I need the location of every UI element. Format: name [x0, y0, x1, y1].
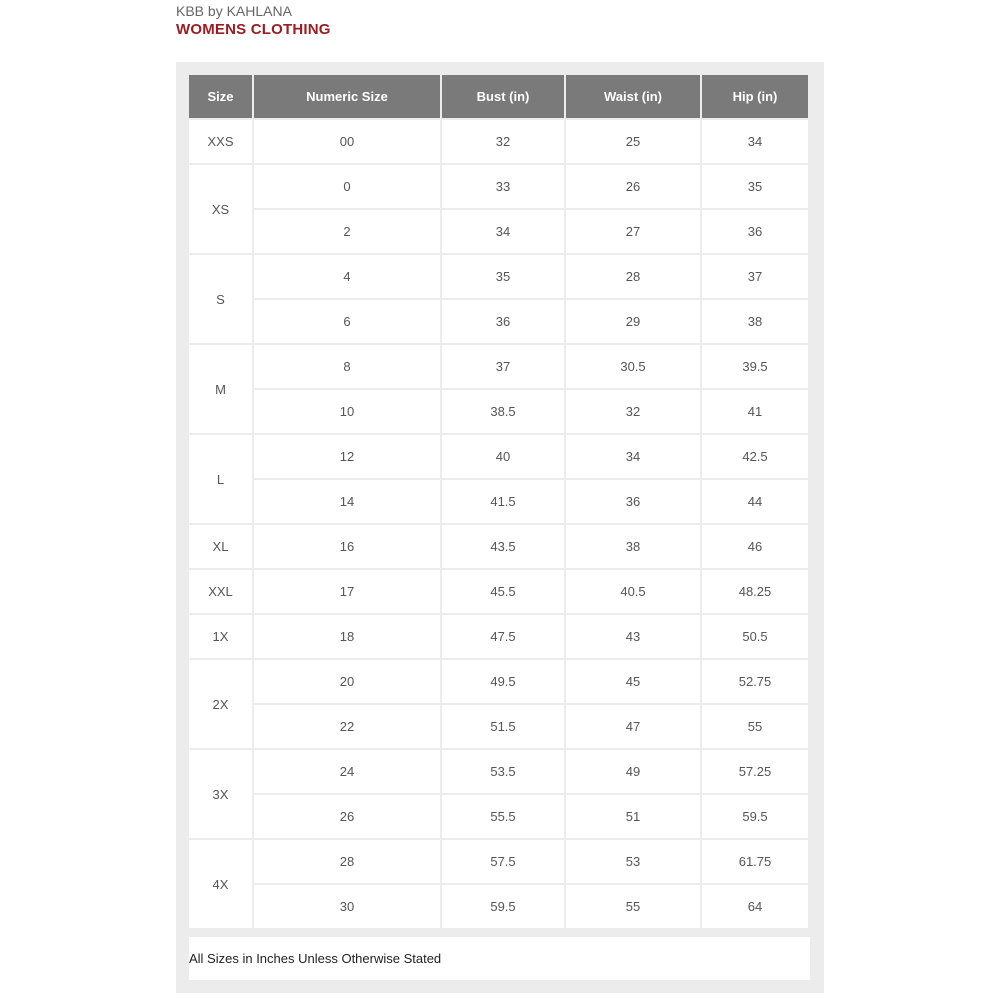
table-row [189, 705, 808, 748]
waist-cell: 28 [566, 255, 700, 298]
table-row [189, 615, 808, 658]
numeric-cell: 22 [254, 705, 440, 748]
numeric-cell: 14 [254, 480, 440, 523]
table-row [189, 525, 808, 568]
waist-cell: 47 [566, 705, 700, 748]
column-header-waist: Waist (in) [566, 75, 700, 118]
waist-cell: 38 [566, 525, 700, 568]
numeric-cell: 12 [254, 435, 440, 478]
waist-cell: 49 [566, 750, 700, 793]
bust-cell: 51.5 [442, 705, 564, 748]
table-row [189, 480, 808, 523]
size-label-cell: XXS [189, 120, 252, 163]
waist-cell: 30.5 [566, 345, 700, 388]
waist-cell: 32 [566, 390, 700, 433]
table-row [189, 210, 808, 253]
hip-cell: 46 [702, 525, 808, 568]
numeric-cell: 17 [254, 570, 440, 613]
hip-cell: 55 [702, 705, 808, 748]
size-label-cell: S [189, 255, 252, 343]
size-label-cell: M [189, 345, 252, 433]
bust-cell: 59.5 [442, 885, 564, 928]
waist-cell: 53 [566, 840, 700, 883]
table-row [189, 885, 808, 928]
footer-note-text: All Sizes in Inches Unless Otherwise Stated [189, 951, 442, 966]
hip-cell: 38 [702, 300, 808, 343]
size-label-cell: XS [189, 165, 252, 253]
bust-cell: 55.5 [442, 795, 564, 838]
waist-cell: 27 [566, 210, 700, 253]
numeric-cell: 24 [254, 750, 440, 793]
waist-cell: 34 [566, 435, 700, 478]
hip-cell: 61.75 [702, 840, 808, 883]
table-header [189, 75, 808, 118]
hip-cell: 64 [702, 885, 808, 928]
bust-cell: 38.5 [442, 390, 564, 433]
size-chart-frame [176, 62, 824, 993]
size-chart-table-wrapper [189, 75, 810, 930]
size-label-cell: 4X [189, 840, 252, 928]
hip-cell: 42.5 [702, 435, 808, 478]
size-label-cell: 2X [189, 660, 252, 748]
numeric-cell: 00 [254, 120, 440, 163]
hip-cell: 36 [702, 210, 808, 253]
header-row [189, 75, 808, 118]
table-row [189, 750, 808, 793]
numeric-cell: 2 [254, 210, 440, 253]
table-body [189, 120, 808, 928]
bust-cell: 40 [442, 435, 564, 478]
hip-cell: 34 [702, 120, 808, 163]
hip-cell: 44 [702, 480, 808, 523]
waist-cell: 25 [566, 120, 700, 163]
hip-cell: 41 [702, 390, 808, 433]
table-row [189, 120, 808, 163]
numeric-cell: 0 [254, 165, 440, 208]
waist-cell: 45 [566, 660, 700, 703]
size-label-cell: XXL [189, 570, 252, 613]
waist-cell: 29 [566, 300, 700, 343]
numeric-cell: 8 [254, 345, 440, 388]
hip-cell: 52.75 [702, 660, 808, 703]
waist-cell: 51 [566, 795, 700, 838]
bust-cell: 36 [442, 300, 564, 343]
numeric-cell: 30 [254, 885, 440, 928]
column-header-hip: Hip (in) [702, 75, 808, 118]
page-title: WOMENS CLOTHING [176, 21, 331, 38]
hip-cell: 48.25 [702, 570, 808, 613]
bust-cell: 34 [442, 210, 564, 253]
table-row [189, 840, 808, 883]
waist-cell: 26 [566, 165, 700, 208]
hip-cell: 57.25 [702, 750, 808, 793]
bust-cell: 53.5 [442, 750, 564, 793]
bust-cell: 57.5 [442, 840, 564, 883]
waist-cell: 36 [566, 480, 700, 523]
numeric-cell: 10 [254, 390, 440, 433]
footer-note [189, 937, 810, 980]
bust-cell: 37 [442, 345, 564, 388]
numeric-cell: 28 [254, 840, 440, 883]
bust-cell: 49.5 [442, 660, 564, 703]
column-header-bust: Bust (in) [442, 75, 564, 118]
waist-cell: 55 [566, 885, 700, 928]
numeric-cell: 4 [254, 255, 440, 298]
hip-cell: 39.5 [702, 345, 808, 388]
table-row [189, 255, 808, 298]
bust-cell: 32 [442, 120, 564, 163]
bust-cell: 43.5 [442, 525, 564, 568]
table-row [189, 390, 808, 433]
hip-cell: 37 [702, 255, 808, 298]
table-row [189, 165, 808, 208]
bust-cell: 41.5 [442, 480, 564, 523]
size-label-cell: 1X [189, 615, 252, 658]
brand-name: KBB by KAHLANA [176, 3, 292, 19]
size-label-cell: L [189, 435, 252, 523]
numeric-cell: 26 [254, 795, 440, 838]
size-label-cell: XL [189, 525, 252, 568]
numeric-cell: 18 [254, 615, 440, 658]
column-header-numeric-size: Numeric Size [254, 75, 440, 118]
hip-cell: 50.5 [702, 615, 808, 658]
bust-cell: 33 [442, 165, 564, 208]
table-row [189, 345, 808, 388]
table-row [189, 795, 808, 838]
hip-cell: 59.5 [702, 795, 808, 838]
bust-cell: 47.5 [442, 615, 564, 658]
waist-cell: 43 [566, 615, 700, 658]
table-row [189, 435, 808, 478]
hip-cell: 35 [702, 165, 808, 208]
numeric-cell: 6 [254, 300, 440, 343]
numeric-cell: 20 [254, 660, 440, 703]
numeric-cell: 16 [254, 525, 440, 568]
table-row [189, 570, 808, 613]
waist-cell: 40.5 [566, 570, 700, 613]
table-row [189, 660, 808, 703]
bust-cell: 35 [442, 255, 564, 298]
size-chart-table [187, 73, 810, 930]
size-label-cell: 3X [189, 750, 252, 838]
column-header-size: Size [189, 75, 252, 118]
bust-cell: 45.5 [442, 570, 564, 613]
table-row [189, 300, 808, 343]
